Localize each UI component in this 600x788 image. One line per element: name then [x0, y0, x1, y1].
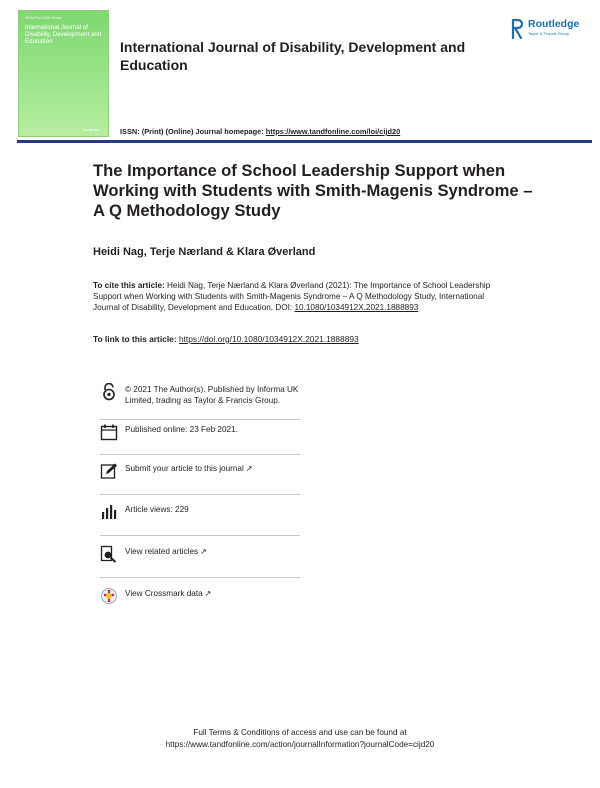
routledge-logo: [510, 18, 590, 42]
cite-text: Heidi Nag, Terje Nærland & Klara Øverland (2021): The Importance of School Leadership Support when Working with Students with Smith-Magenis Syndrome – A Q Methodology Study, International Journal of Disability, Development and Education, DOI:: [93, 281, 491, 313]
terms-footer: [0, 727, 600, 750]
journal-homepage-link[interactable]: https://www.tandfonline.com/loi/cijd20: [265, 127, 401, 136]
cover-publisher-mark: Routledge: [83, 128, 100, 132]
cover-issn-text: ISSN Print ISSN Online: [25, 16, 62, 20]
footer-journal-info-link[interactable]: https://www.tandfonline.com/action/journalInformation?journalCode=cijd20: [165, 739, 435, 749]
link-label: To link to this article:: [93, 334, 179, 344]
view-crossmark-link[interactable]: [125, 589, 211, 600]
info-divider: [100, 419, 300, 420]
citation-block: [93, 280, 513, 314]
license-text: © 2021 The Author(s). Published by Informa UK Limited, trading as Taylor & Francis Group.: [125, 385, 299, 405]
cover-title: International Journal of Disability, Development and Education: [25, 24, 102, 45]
calendar-icon: [100, 423, 118, 441]
submit-article-link[interactable]: [125, 464, 252, 475]
bar-chart-icon: [100, 503, 118, 521]
info-divider: [100, 577, 300, 578]
routledge-r-icon: [510, 18, 524, 40]
article-link-line: [93, 334, 359, 344]
info-divider: [100, 494, 300, 495]
published-date: Published online: 23 Feb 2021.: [125, 425, 238, 434]
article-views: Article views: 229: [125, 505, 189, 514]
info-divider: [100, 535, 300, 536]
related-label: View related articles: [125, 547, 199, 556]
info-divider: [100, 454, 300, 455]
external-link-icon: ↗: [245, 464, 253, 473]
submit-label: Submit your article to this journal: [125, 464, 244, 473]
journal-title: International Journal of Disability, Development and Education: [120, 39, 466, 73]
footer-line-1: Full Terms & Conditions of access and use can be found at: [193, 728, 407, 737]
issn-label: ISSN: (Print) (Online) Journal homepage:: [120, 127, 266, 136]
pencil-edit-icon: [100, 462, 118, 480]
external-link-icon: ↗: [204, 589, 212, 598]
open-access-lock-icon: [100, 383, 118, 401]
external-link-icon: ↗: [200, 547, 207, 556]
issn-line: [120, 127, 400, 136]
publisher-tagline: Taylor & Francis Group: [528, 31, 569, 36]
cite-doi: 10.1080/1034912X.2021.1888893: [294, 303, 419, 313]
related-search-icon: [100, 545, 118, 563]
publisher-name: Routledge: [528, 18, 580, 30]
article-authors: Heidi Nag, Terje Nærland & Klara Øverland: [93, 246, 316, 258]
crossmark-label: View Crossmark data: [125, 589, 203, 598]
journal-cover-image: [18, 10, 109, 137]
header-divider: [17, 140, 592, 143]
view-related-link[interactable]: [125, 547, 207, 558]
doi-link[interactable]: https://doi.org/10.1080/1034912X.2021.1888893: [178, 334, 359, 344]
article-title: The Importance of School Leadership Support when Working with Students with Smith-Magenis Syndrome – A Q Methodology Study: [93, 161, 533, 220]
cite-label: To cite this article:: [93, 281, 168, 290]
crossmark-icon: [100, 587, 118, 605]
